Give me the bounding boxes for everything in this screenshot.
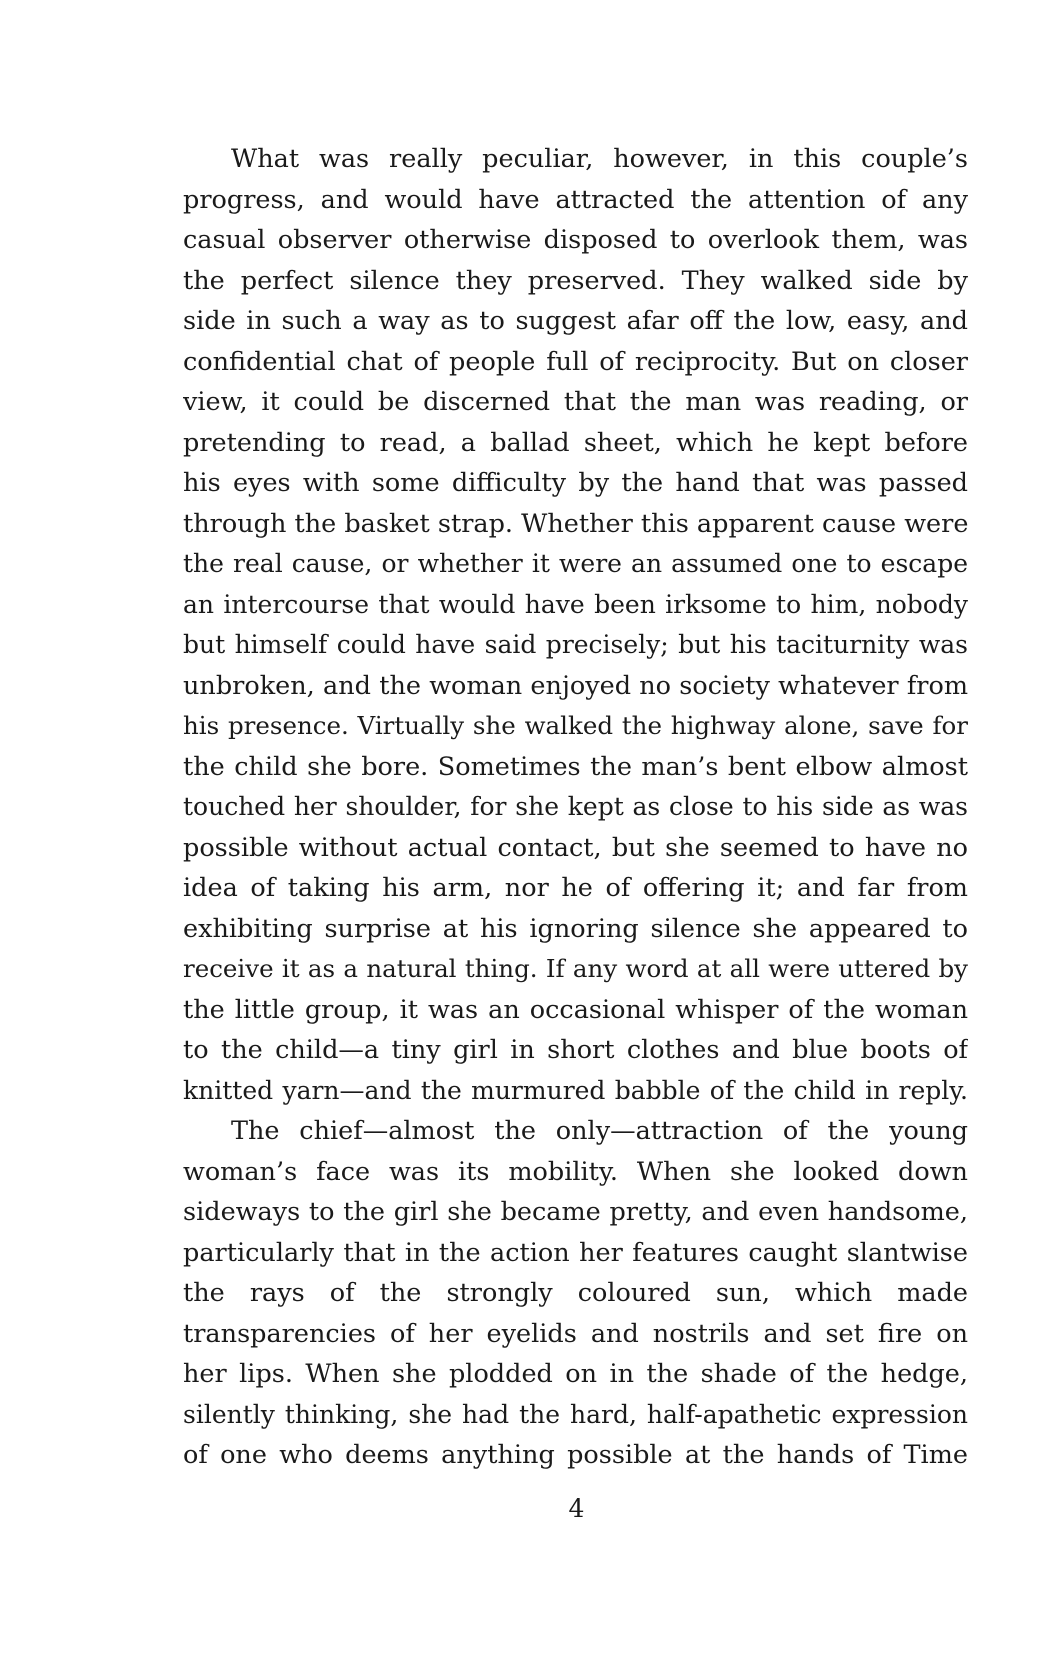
text-line: silently thinking, she had the hard, half-apathetic expression: [183, 1399, 968, 1429]
text-line: of one who deems anything possible at the hands of Time: [183, 1440, 968, 1470]
body-text: [183, 139, 968, 1476]
text-line: the perfect silence they preserved. They walked side by: [183, 265, 968, 296]
text-line: his eyes with some difficulty by the hand that was passed: [183, 468, 968, 498]
text-line: confidential chat of people full of reciprocity. But on closer: [183, 346, 968, 377]
paragraph-2: [183, 1111, 968, 1476]
text-line: through the basket strap. Whether this apparent cause were: [183, 508, 968, 539]
text-line: What was really peculiar, however, in this couple’s: [231, 144, 968, 174]
text-line: her lips. When she plodded on in the shade of the hedge,: [183, 1359, 968, 1389]
text-line: an intercourse that would have been irksome to him, nobody: [183, 589, 968, 619]
text-line: The chief—almost the only—attraction of the young: [231, 1116, 968, 1146]
text-line: sideways to the girl she became pretty, and even handsome,: [183, 1197, 968, 1227]
text-line: but himself could have said precisely; but his taciturnity was: [183, 630, 968, 659]
text-line: touched her shoulder, for she kept as close to his side as was: [183, 792, 968, 821]
text-line: to the child—a tiny girl in short clothes and blue boots of: [183, 1035, 968, 1065]
text-line: his presence. Virtually she walked the highway alone, save for: [183, 711, 968, 740]
text-line: possible without actual contact, but she seemed to have no: [183, 832, 968, 863]
text-line: the real cause, or whether it were an assumed one to escape: [183, 549, 968, 578]
text-line: the rays of the strongly coloured sun, which made: [183, 1278, 968, 1308]
text-line: knitted yarn—and the murmured babble of the child in reply.: [183, 1075, 968, 1105]
text-line: casual observer otherwise disposed to overlook them, was: [183, 225, 968, 255]
text-line: side in such a way as to suggest afar off the low, easy, and: [183, 306, 968, 336]
page-number: 4: [568, 1494, 585, 1523]
text-line: unbroken, and the woman enjoyed no society whatever from: [183, 670, 968, 701]
text-line: idea of taking his arm, nor he of offering it; and far from: [183, 873, 968, 903]
text-line: the child she bore. Sometimes the man’s bent elbow almost: [183, 751, 968, 782]
text-line: transparencies of her eyelids and nostrils and set fire on: [183, 1318, 968, 1349]
paragraph-1: [183, 139, 968, 1111]
text-line: pretending to read, a ballad sheet, which he kept before: [183, 427, 968, 458]
text-line: view, it could be discerned that the man was reading, or: [183, 387, 968, 417]
text-line: exhibiting surprise at his ignoring silence she appeared to: [183, 913, 968, 944]
text-line: the little group, it was an occasional whisper of the woman: [183, 994, 968, 1025]
text-line: progress, and would have attracted the attention of any: [183, 184, 968, 215]
text-line: receive it as a natural thing. If any word at all were uttered by: [183, 954, 968, 983]
text-line: particularly that in the action her features caught slantwise: [183, 1237, 968, 1268]
text-line: woman’s face was its mobility. When she looked down: [183, 1156, 968, 1187]
